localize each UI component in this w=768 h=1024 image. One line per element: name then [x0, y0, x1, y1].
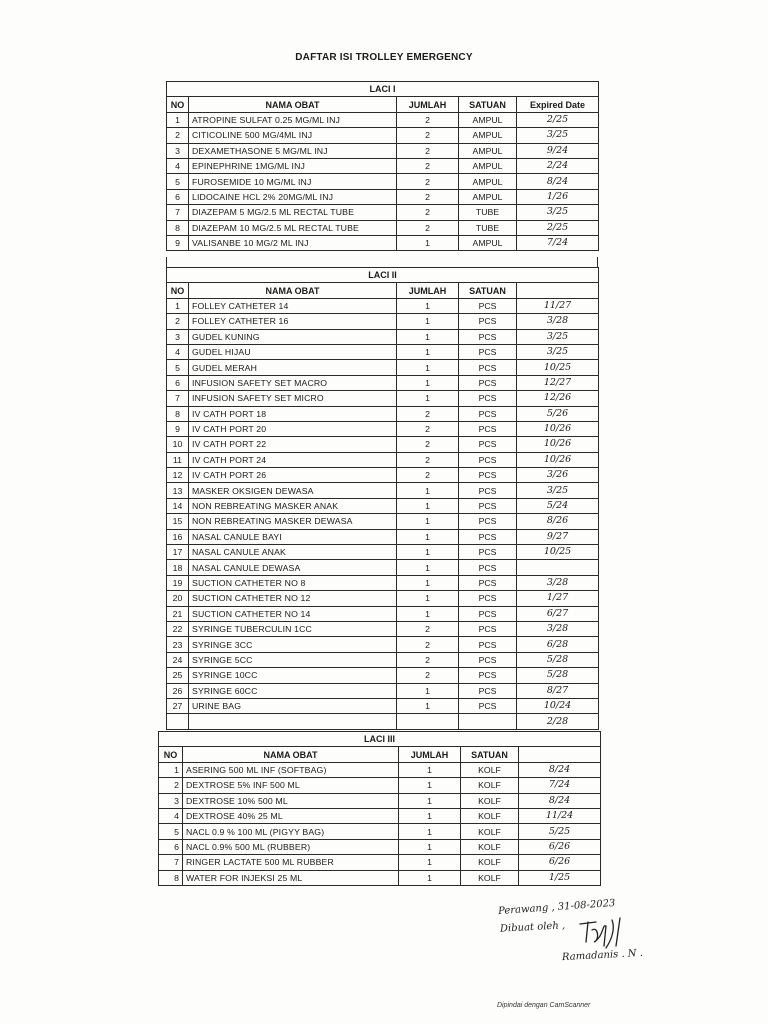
row-jumlah: 1: [399, 793, 461, 808]
row-satuan: TUBE: [459, 220, 517, 235]
table-row: [167, 591, 599, 606]
row-no: 13: [167, 483, 189, 498]
row-expired-date: 1/27: [517, 591, 599, 606]
row-expired-date: 9/24: [517, 143, 599, 158]
row-jumlah: 2: [397, 652, 459, 667]
row-jumlah: 1: [399, 808, 461, 823]
row-jumlah: 1: [397, 329, 459, 344]
row-satuan: PCS: [459, 437, 517, 452]
row-satuan: AMPUL: [459, 235, 517, 250]
row-nama-obat: SYRINGE 5CC: [189, 652, 397, 667]
row-satuan: PCS: [459, 652, 517, 667]
table-row: [159, 855, 601, 870]
table-row: [167, 421, 599, 436]
row-nama-obat: NASAL CANULE BAYI: [189, 529, 397, 544]
header-jumlah: JUMLAH: [397, 283, 459, 298]
row-expired-date: 11/27: [517, 298, 599, 313]
row-expired-date: 7/24: [517, 235, 599, 250]
row-jumlah: 1: [397, 314, 459, 329]
row-satuan: PCS: [459, 421, 517, 436]
table-row: [167, 205, 599, 220]
row-expired-date: 11/24: [519, 808, 601, 823]
row-expired-date: 10/25: [517, 545, 599, 560]
row-jumlah: 1: [397, 360, 459, 375]
row-expired-date: 2/24: [517, 158, 599, 173]
row-satuan: PCS: [459, 391, 517, 406]
table-row: [159, 839, 601, 854]
table-row: [167, 545, 599, 560]
row-nama-obat: URINE BAG: [189, 698, 397, 713]
row-expired-date: 10/26: [517, 421, 599, 436]
row-jumlah: 1: [397, 560, 459, 575]
row-jumlah: 1: [399, 870, 461, 885]
row-no: 3: [167, 143, 189, 158]
row-nama-obat: SUCTION CATHETER NO 8: [189, 575, 397, 590]
row-jumlah: 1: [399, 839, 461, 854]
row-jumlah: 1: [397, 683, 459, 698]
table-row: [167, 344, 599, 359]
table-row: [167, 189, 599, 204]
table-row: [167, 391, 599, 406]
row-satuan: PCS: [459, 529, 517, 544]
row-jumlah: 1: [397, 591, 459, 606]
row-no: 5: [167, 174, 189, 189]
row-satuan: KOLF: [461, 855, 519, 870]
row-jumlah: 2: [397, 205, 459, 220]
row-no: 7: [159, 855, 183, 870]
row-no: 24: [167, 652, 189, 667]
row-jumlah: 1: [399, 778, 461, 793]
row-jumlah: 2: [397, 621, 459, 636]
row-no: 2: [159, 778, 183, 793]
row-satuan: KOLF: [461, 808, 519, 823]
row-satuan: PCS: [459, 483, 517, 498]
row-satuan: AMPUL: [459, 143, 517, 158]
laci-2-table: [166, 267, 599, 730]
row-nama-obat: DEXAMETHASONE 5 MG/ML INJ: [189, 143, 397, 158]
row-nama-obat: DEXTROSE 5% INF 500 ML: [183, 778, 399, 793]
row-nama-obat: SYRINGE 10CC: [189, 668, 397, 683]
row-nama-obat: IV CATH PORT 18: [189, 406, 397, 421]
row-jumlah: 1: [397, 391, 459, 406]
row-satuan: KOLF: [461, 824, 519, 839]
laci-gap: [166, 257, 598, 267]
row-expired-date: 10/25: [517, 360, 599, 375]
row-satuan: PCS: [459, 606, 517, 621]
row-nama-obat: DEXTROSE 40% 25 ML: [183, 808, 399, 823]
row-satuan: PCS: [459, 698, 517, 713]
row-expired-date: 8/27: [517, 683, 599, 698]
signature-prepared-by: Dibuat oleh ,: [499, 920, 566, 935]
row-nama-obat: NACL 0.9 % 100 ML (PIGYY BAG): [183, 824, 399, 839]
row-expired-date: 5/28: [517, 652, 599, 667]
table-row: [167, 174, 599, 189]
row-expired-date: 3/25: [517, 205, 599, 220]
row-nama-obat: NON REBREATING MASKER DEWASA: [189, 514, 397, 529]
row-satuan: AMPUL: [459, 174, 517, 189]
table-row: [167, 668, 599, 683]
table-row: [167, 452, 599, 467]
row-no: 7: [167, 205, 189, 220]
row-expired-date: 3/28: [517, 621, 599, 636]
row-jumlah: 1: [399, 762, 461, 777]
row-satuan: PCS: [459, 314, 517, 329]
laci-3-label: LACI III: [159, 732, 601, 747]
row-nama-obat: GUDEL KUNING: [189, 329, 397, 344]
row-nama-obat: ATROPINE SULFAT 0.25 MG/ML INJ: [189, 112, 397, 127]
row-no: 3: [167, 329, 189, 344]
row-jumlah: 2: [397, 158, 459, 173]
row-satuan: PCS: [459, 668, 517, 683]
row-no: 8: [167, 220, 189, 235]
row-jumlah: 2: [397, 468, 459, 483]
row-nama-obat: IV CATH PORT 20: [189, 421, 397, 436]
table-row: [167, 498, 599, 513]
row-nama-obat: DEXTROSE 10% 500 ML: [183, 793, 399, 808]
table-row: [167, 158, 599, 173]
row-expired-date: 6/26: [519, 855, 601, 870]
row-expired-date: 8/26: [517, 514, 599, 529]
table-row: [167, 621, 599, 636]
row-satuan: PCS: [459, 375, 517, 390]
row-jumlah: 2: [397, 452, 459, 467]
row-nama-obat: ASERING 500 ML INF (SOFTBAG): [183, 762, 399, 777]
signature-scribble: [576, 916, 636, 952]
row-nama-obat: NASAL CANULE DEWASA: [189, 560, 397, 575]
row-satuan: PCS: [459, 468, 517, 483]
row-jumlah: 2: [397, 112, 459, 127]
header-satuan: SATUAN: [461, 747, 519, 762]
row-expired-date: 7/24: [519, 778, 601, 793]
row-jumlah: 2: [397, 421, 459, 436]
row-jumlah: 1: [397, 498, 459, 513]
row-nama-obat: NACL 0.9% 500 ML (RUBBER): [183, 839, 399, 854]
row-no: 15: [167, 514, 189, 529]
row-no: 26: [167, 683, 189, 698]
row-expired-date: 3/28: [517, 314, 599, 329]
row-jumlah: 1: [397, 235, 459, 250]
table-row: [167, 128, 599, 143]
table-row: [167, 514, 599, 529]
row-expired-date: 5/28: [517, 668, 599, 683]
table-row: [167, 143, 599, 158]
table-row: [159, 824, 601, 839]
signature-place-date: Perawang , 31-08-2023: [497, 897, 616, 918]
row-no: 22: [167, 621, 189, 636]
signature-name: Ramadanis . N .: [561, 947, 644, 964]
row-jumlah: 2: [397, 437, 459, 452]
row-nama-obat: DIAZEPAM 10 MG/2.5 ML RECTAL TUBE: [189, 220, 397, 235]
table-row: [159, 778, 601, 793]
header-nama-obat: NAMA OBAT: [183, 747, 399, 762]
table-row: [167, 314, 599, 329]
row-no: 27: [167, 698, 189, 713]
row-jumlah: 1: [397, 514, 459, 529]
row-expired-date: 1/26: [517, 189, 599, 204]
row-no: 21: [167, 606, 189, 621]
row-satuan: PCS: [459, 344, 517, 359]
row-jumlah: 2: [397, 637, 459, 652]
row-jumlah: 1: [397, 298, 459, 313]
row-expired-date: 10/26: [517, 452, 599, 467]
row-no: 1: [167, 112, 189, 127]
row-no: 14: [167, 498, 189, 513]
row-nama-obat: GUDEL HIJAU: [189, 344, 397, 359]
row-expired-date: 5/24: [517, 498, 599, 513]
header-expired-date: [519, 747, 601, 762]
row-jumlah: 1: [397, 483, 459, 498]
table-row: [159, 870, 601, 885]
row-expired-date: 10/24: [517, 698, 599, 713]
row-no: 6: [159, 839, 183, 854]
row-satuan: PCS: [459, 545, 517, 560]
table-row: [167, 606, 599, 621]
row-jumlah: 2: [397, 128, 459, 143]
row-nama-obat: DIAZEPAM 5 MG/2.5 ML RECTAL TUBE: [189, 205, 397, 220]
row-nama-obat: MASKER OKSIGEN DEWASA: [189, 483, 397, 498]
row-expired-date: 3/26: [517, 468, 599, 483]
header-satuan: SATUAN: [459, 97, 517, 112]
row-nama-obat: NASAL CANULE ANAK: [189, 545, 397, 560]
row-nama-obat: IV CATH PORT 24: [189, 452, 397, 467]
row-nama-obat: SUCTION CATHETER NO 12: [189, 591, 397, 606]
laci-1-label: LACI I: [167, 82, 599, 97]
row-nama-obat: LIDOCAINE HCL 2% 20MG/ML INJ: [189, 189, 397, 204]
row-jumlah: 2: [397, 406, 459, 421]
row-no: 9: [167, 421, 189, 436]
row-nama-obat: RINGER LACTATE 500 ML RUBBER: [183, 855, 399, 870]
row-no: 25: [167, 668, 189, 683]
table-row: [167, 468, 599, 483]
row-nama-obat: SYRINGE 3CC: [189, 637, 397, 652]
header-no: NO: [167, 283, 189, 298]
table-row: [167, 298, 599, 313]
row-satuan: KOLF: [461, 778, 519, 793]
row-no: 20: [167, 591, 189, 606]
row-jumlah: 1: [397, 529, 459, 544]
row-satuan: PCS: [459, 560, 517, 575]
header-nama-obat: NAMA OBAT: [189, 97, 397, 112]
row-no: 2: [167, 314, 189, 329]
row-no: 8: [159, 870, 183, 885]
row-jumlah: 2: [397, 189, 459, 204]
row-satuan: PCS: [459, 637, 517, 652]
row-jumlah: 1: [397, 344, 459, 359]
table-row: [159, 808, 601, 823]
row-satuan: KOLF: [461, 793, 519, 808]
row-no: 4: [167, 344, 189, 359]
row-no: 6: [167, 375, 189, 390]
header-jumlah: JUMLAH: [399, 747, 461, 762]
row-no: 12: [167, 468, 189, 483]
row-expired-date: 3/25: [517, 483, 599, 498]
row-nama-obat: INFUSION SAFETY SET MACRO: [189, 375, 397, 390]
row-no: 5: [159, 824, 183, 839]
row-expired-date: 1/25: [519, 870, 601, 885]
document-title: DAFTAR ISI TROLLEY EMERGENCY: [295, 52, 473, 63]
row-jumlah: 1: [399, 824, 461, 839]
row-expired-date: 8/24: [519, 762, 601, 777]
row-jumlah: 1: [397, 575, 459, 590]
table-row: [167, 698, 599, 713]
row-satuan: AMPUL: [459, 158, 517, 173]
row-expired-date: 6/26: [519, 839, 601, 854]
row-jumlah: 1: [397, 606, 459, 621]
header-nama-obat: NAMA OBAT: [189, 283, 397, 298]
row-expired-date: 6/28: [517, 637, 599, 652]
row-no: 11: [167, 452, 189, 467]
row-satuan: PCS: [459, 683, 517, 698]
row-expired-date: [517, 560, 599, 575]
laci-3-table: [158, 731, 601, 886]
row-expired-date: 6/27: [517, 606, 599, 621]
row-expired-date: 12/26: [517, 391, 599, 406]
table-row: [167, 437, 599, 452]
row-expired-date: 5/26: [517, 406, 599, 421]
laci-2-header-row: [167, 283, 599, 298]
row-satuan: PCS: [459, 591, 517, 606]
row-satuan: AMPUL: [459, 112, 517, 127]
row-nama-obat: EPINEPHRINE 1MG/ML INJ: [189, 158, 397, 173]
row-expired-date: 9/27: [517, 529, 599, 544]
row-expired-date: 3/28: [517, 575, 599, 590]
row-no: 8: [167, 406, 189, 421]
row-no: 7: [167, 391, 189, 406]
table-row: [167, 483, 599, 498]
row-no: 17: [167, 545, 189, 560]
table-row: [167, 575, 599, 590]
table-row: [167, 652, 599, 667]
row-expired-date: 8/24: [519, 793, 601, 808]
row-no: 1: [167, 298, 189, 313]
row-jumlah: 2: [397, 143, 459, 158]
row-nama-obat: FOLLEY CATHETER 14: [189, 298, 397, 313]
table-row: [167, 406, 599, 421]
header-no: NO: [167, 97, 189, 112]
row-jumlah: 1: [399, 855, 461, 870]
table-row: [167, 220, 599, 235]
scanner-footer: Dipindai dengan CamScanner: [497, 1002, 591, 1009]
table-row: [159, 793, 601, 808]
table-row: [167, 529, 599, 544]
row-nama-obat: NON REBREATING MASKER ANAK: [189, 498, 397, 513]
row-no: 4: [159, 808, 183, 823]
table-row: [167, 683, 599, 698]
row-nama-obat: SYRINGE TUBERCULIN 1CC: [189, 621, 397, 636]
laci-3-header-row: [159, 747, 601, 762]
row-satuan: AMPUL: [459, 128, 517, 143]
row-satuan: KOLF: [461, 762, 519, 777]
table-row: [167, 375, 599, 390]
row-no: 4: [167, 158, 189, 173]
row-satuan: TUBE: [459, 205, 517, 220]
row-expired-date: 2/25: [517, 112, 599, 127]
row-satuan: PCS: [459, 406, 517, 421]
row-jumlah: 1: [397, 698, 459, 713]
row-jumlah: 1: [397, 375, 459, 390]
row-nama-obat: IV CATH PORT 26: [189, 468, 397, 483]
row-no: 3: [159, 793, 183, 808]
row-no: 2: [167, 128, 189, 143]
row-nama-obat: GUDEL MERAH: [189, 360, 397, 375]
row-expired-date: 3/25: [517, 128, 599, 143]
table-row: [167, 329, 599, 344]
row-satuan: PCS: [459, 452, 517, 467]
header-satuan: SATUAN: [459, 283, 517, 298]
table-row: [167, 560, 599, 575]
row-no: 5: [167, 360, 189, 375]
row-satuan: KOLF: [461, 839, 519, 854]
row-nama-obat: FOLLEY CATHETER 16: [189, 314, 397, 329]
laci-1-header-row: [167, 97, 599, 112]
row-no: 18: [167, 560, 189, 575]
header-expired-date: [517, 283, 599, 298]
row-satuan: PCS: [459, 329, 517, 344]
laci-1-table: [166, 81, 599, 251]
table-row: [159, 762, 601, 777]
row-nama-obat: SUCTION CATHETER NO 14: [189, 606, 397, 621]
laci-2-trailing-note: 2/28: [517, 714, 599, 729]
row-expired-date: 3/25: [517, 329, 599, 344]
row-no: 6: [167, 189, 189, 204]
row-satuan: PCS: [459, 514, 517, 529]
table-row: [167, 637, 599, 652]
row-satuan: PCS: [459, 575, 517, 590]
row-nama-obat: INFUSION SAFETY SET MICRO: [189, 391, 397, 406]
row-satuan: PCS: [459, 298, 517, 313]
row-expired-date: 3/25: [517, 344, 599, 359]
header-jumlah: JUMLAH: [397, 97, 459, 112]
row-nama-obat: SYRINGE 60CC: [189, 683, 397, 698]
table-row: [167, 235, 599, 250]
row-expired-date: 8/24: [517, 174, 599, 189]
header-expired-date: Expired Date: [517, 97, 599, 112]
row-satuan: PCS: [459, 360, 517, 375]
row-satuan: AMPUL: [459, 189, 517, 204]
header-no: NO: [159, 747, 183, 762]
row-nama-obat: IV CATH PORT 22: [189, 437, 397, 452]
row-no: 16: [167, 529, 189, 544]
row-jumlah: 2: [397, 220, 459, 235]
row-jumlah: 1: [397, 545, 459, 560]
laci-2-label: LACI II: [167, 268, 599, 283]
row-nama-obat: VALISANBE 10 MG/2 ML INJ: [189, 235, 397, 250]
row-jumlah: 2: [397, 668, 459, 683]
row-nama-obat: CITICOLINE 500 MG/4ML INJ: [189, 128, 397, 143]
row-expired-date: 2/25: [517, 220, 599, 235]
row-satuan: PCS: [459, 621, 517, 636]
row-no: 1: [159, 762, 183, 777]
row-no: 9: [167, 235, 189, 250]
row-no: 19: [167, 575, 189, 590]
table-row: [167, 360, 599, 375]
row-satuan: PCS: [459, 498, 517, 513]
row-nama-obat: WATER FOR INJEKSI 25 ML: [183, 870, 399, 885]
row-nama-obat: FUROSEMIDE 10 MG/ML INJ: [189, 174, 397, 189]
row-no: 23: [167, 637, 189, 652]
row-expired-date: 10/26: [517, 437, 599, 452]
table-row: [167, 112, 599, 127]
row-jumlah: 2: [397, 174, 459, 189]
row-expired-date: 5/25: [519, 824, 601, 839]
row-satuan: KOLF: [461, 870, 519, 885]
row-no: 10: [167, 437, 189, 452]
row-expired-date: 12/27: [517, 375, 599, 390]
